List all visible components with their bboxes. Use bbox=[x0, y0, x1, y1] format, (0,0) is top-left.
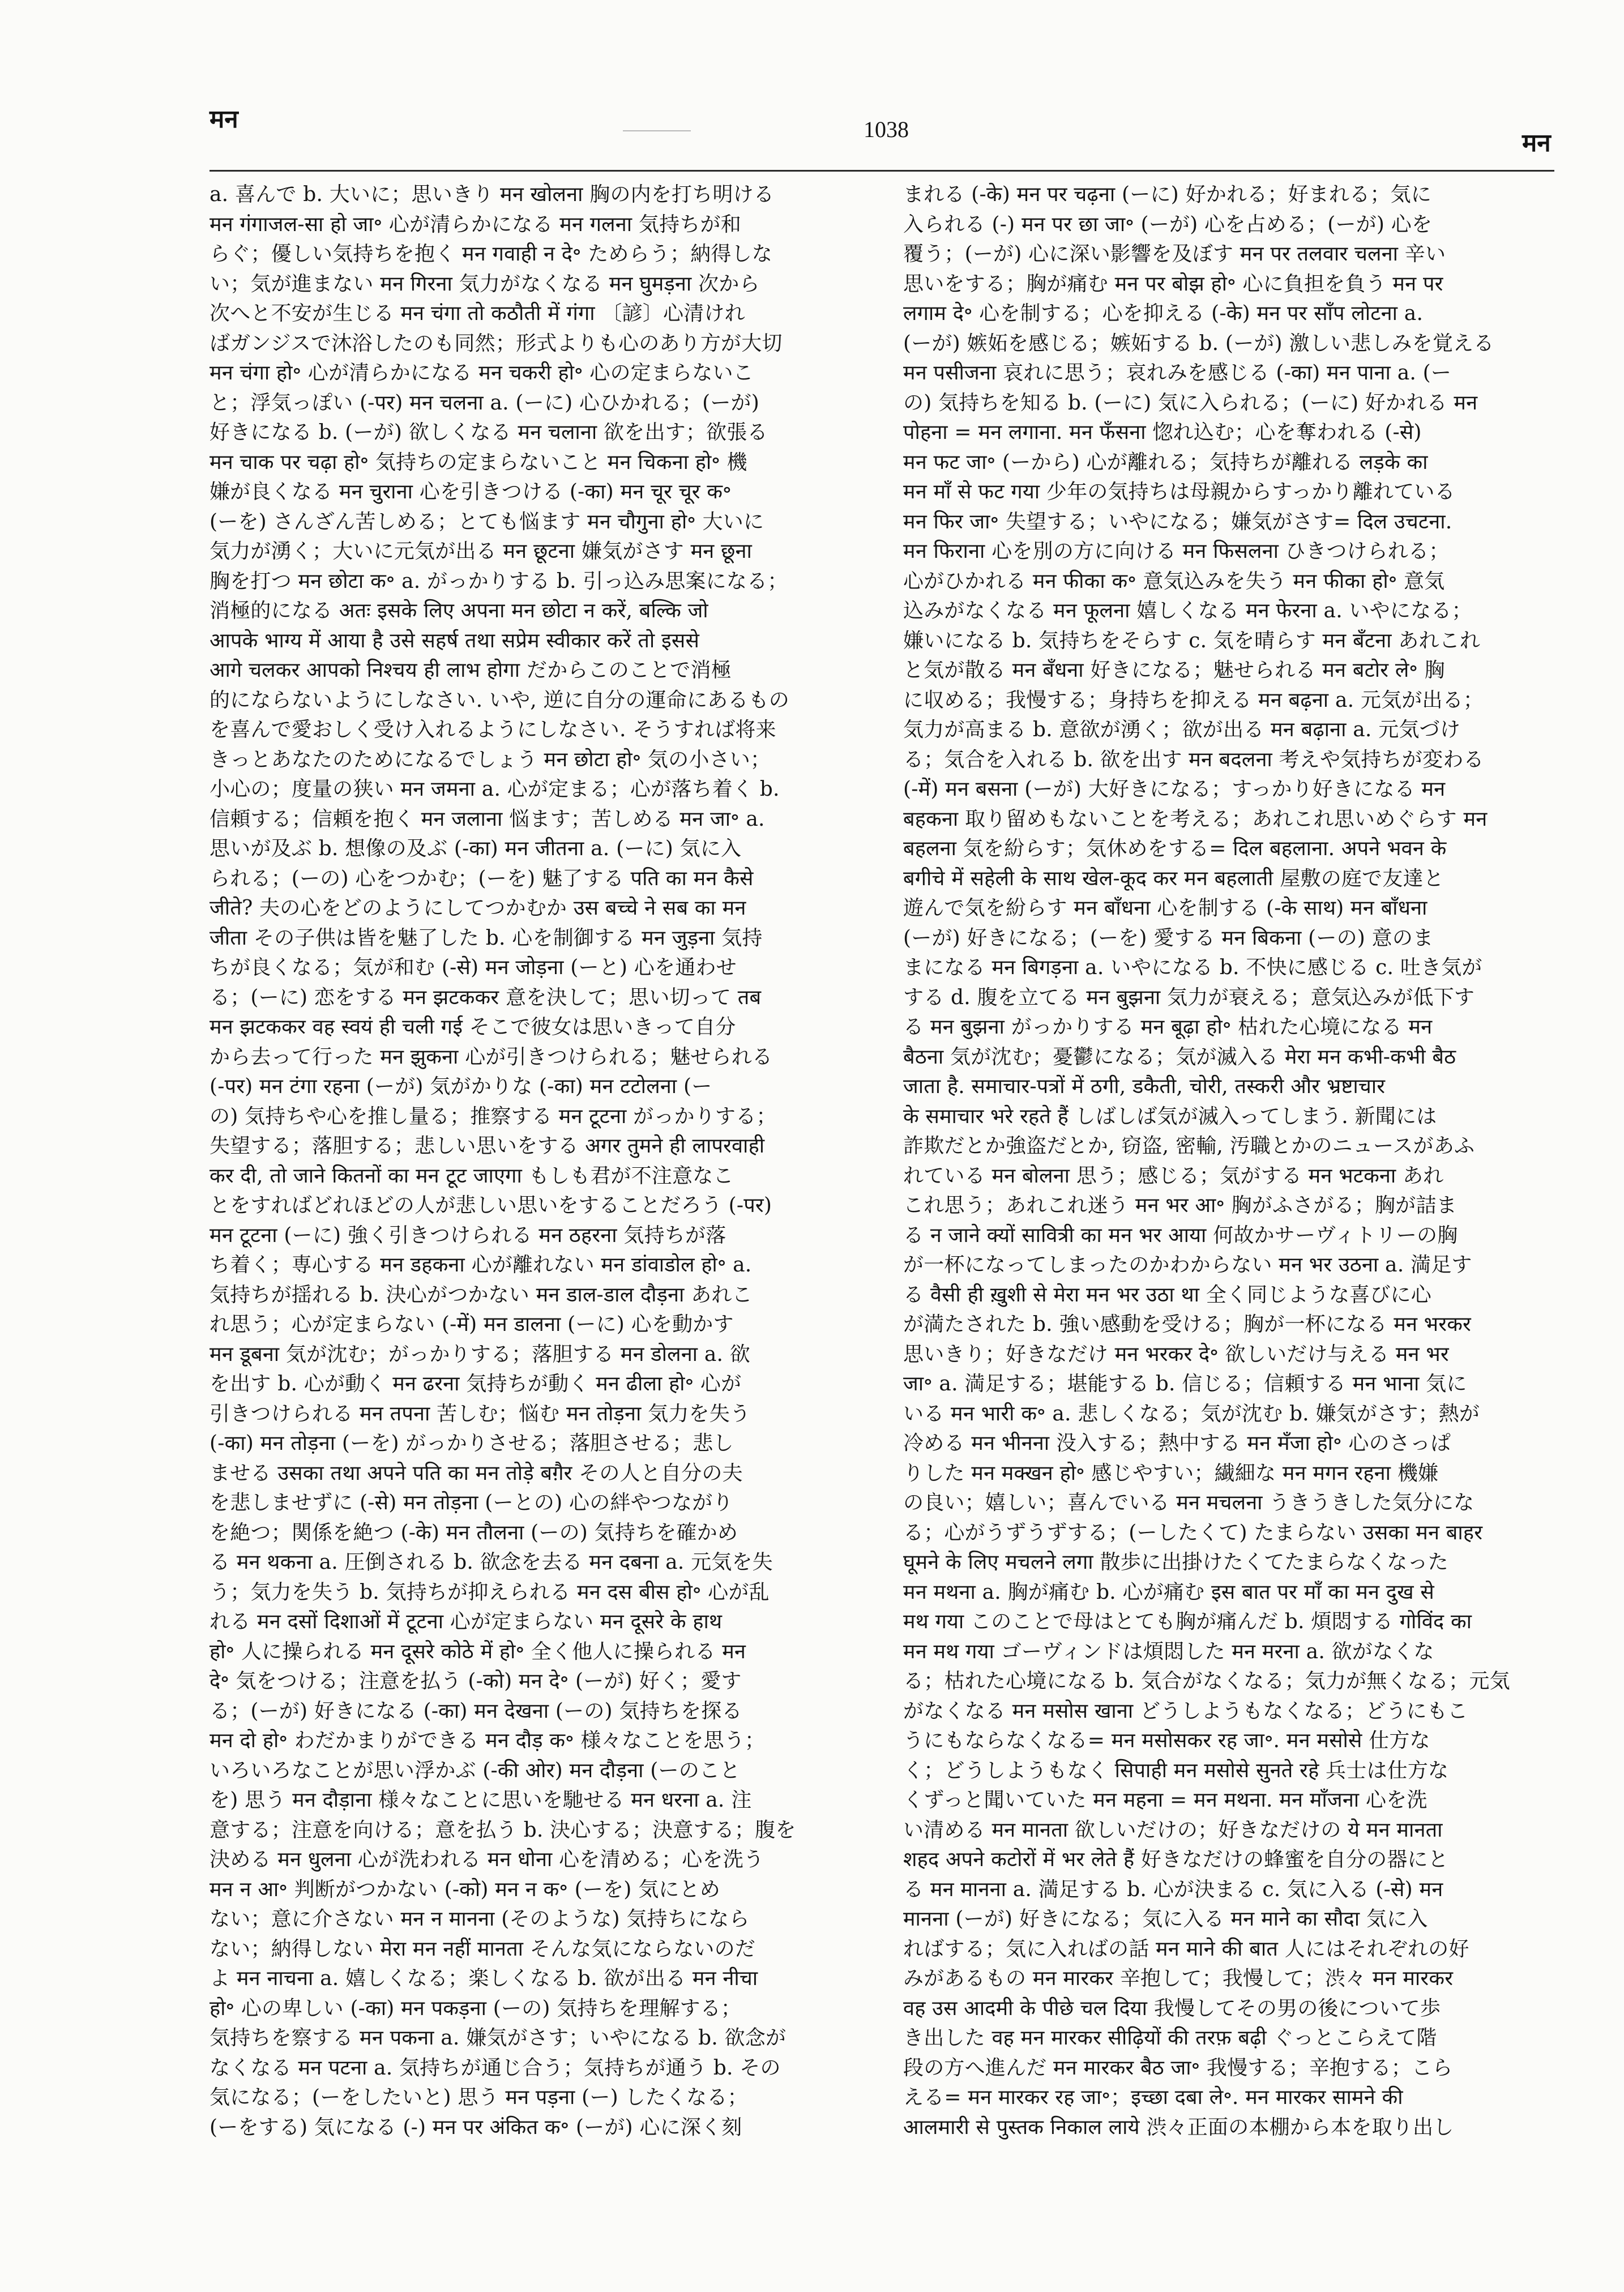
entry-line: れている मन बोलना 思う；感じる；気がする मन भटकना あれ bbox=[903, 1164, 1444, 1188]
entry-line: と気が散る मन बँधना 好きになる；魅せられる मन बटोर ले॰ 胸 bbox=[903, 659, 1445, 682]
entry-line: 思いが及ぶ b. 想像の及ぶ (-का) मन जीतना a. (ーに) 気に入 bbox=[210, 837, 742, 860]
entry-line: वह उस आदमी के पीछे चल दिया 我慢してその男の後について歩 bbox=[903, 1996, 1441, 2020]
entry-line: まになる मन बिगड़ना a. いやになる b. 不快に感じる c. 吐き気が bbox=[903, 956, 1482, 979]
entry-line: いろいろなことが思い浮かぶ (-की ओर) मन दौड़ना (ーのこと bbox=[210, 1759, 741, 1782]
entry-line: मन गंगाजल-सा हो जा॰ 心が清らかになる मन गलना 気持ちが和 bbox=[210, 212, 741, 236]
entry-line: 好きになる b. (ーが) 欲しくなる मन चलाना 欲を出す；欲張る bbox=[210, 421, 768, 444]
entry-line: पोहना = मन लगाना. मन फँसना 惚れ込む；心を奪われる (-से) bbox=[903, 421, 1422, 444]
entry-line: (ーを) さんざん苦しめる；とても悩ます मन चौगुना हो॰ 大いに bbox=[210, 510, 764, 533]
entry-line: いる मन भारी क॰ a. 悲しくなる；気が沈む b. 嫌気がさす；熱が bbox=[903, 1402, 1480, 1425]
entry-line: हो॰ 人に操られる मन दूसरे कोठे में हो॰ 全く他人に操られる मन bbox=[210, 1640, 746, 1663]
entry-line: जीता その子供は皆を魅了した b. 心を制御する मन जुड़ना 気持 bbox=[210, 926, 763, 950]
entry-line: る；枯れた心境になる b. 気合がなくなる；気力が無くなる；元気 bbox=[903, 1670, 1510, 1693]
entry-line: मन फिर जा॰ 失望する；いやになる；嫌気がさす= दिल उचटना. bbox=[903, 510, 1452, 533]
entry-line: 嫌が良くなる मन चुराना 心を引きつける (-का) मन चूर चूर क॰ bbox=[210, 480, 732, 503]
entry-line: 気になる；(ーをしたいと) 思う मन पड़ना (ー) したくなる； bbox=[210, 2086, 748, 2109]
entry-line: きっとあなたのためになるでしょう मन छोटा हो॰ 気の小さい； bbox=[210, 748, 771, 771]
running-head-right: मन bbox=[1522, 129, 1551, 157]
entry-line: とをすればどれほどの人が悲しい思いをすることだろう (-पर) bbox=[210, 1194, 772, 1217]
entry-line: (-का) मन तोड़ना (ーを) がっかりさせる；落胆させる；悲し bbox=[210, 1432, 734, 1455]
entry-line: 的にならないようにしなさい. いや, 逆に自分の運命にあるもの bbox=[210, 688, 789, 712]
entry-line: मन झटककर वह स्वयं ही चली गई そこで彼女は思いきって自分 bbox=[210, 1015, 736, 1039]
entry-line: बगीचे में सहेली के साथ खेल-कूद कर मन बहलाती 屋敷の庭で友達と bbox=[903, 867, 1444, 890]
entry-line: (ーをする) 気になる (-) मन पर अंकित क॰ (ーが) 心に深く刻 bbox=[210, 2115, 742, 2139]
entry-line: बहलना 気を紛らす；気休めをする= दिल बहलाना. अपने भवन के bbox=[903, 837, 1447, 860]
entry-line: 心がひかれる मन फीका क॰ 意気込みを失う मन फीका हो॰ 意気 bbox=[903, 569, 1445, 593]
entry-line: う；気力を失う b. 気持ちが抑えられる मन दस बीस हो॰ 心が乱 bbox=[210, 1580, 770, 1604]
entry-line: ない；意に介さない मन न मानना (そのような) 気持ちになら bbox=[210, 1907, 750, 1931]
entry-line: を悲しませずに (-से) मन तोड़ना (ーとの) 心の絆やつながり bbox=[210, 1491, 733, 1514]
entry-line: ればする；気に入ればの話 मन माने की बात 人にはそれぞれの好 bbox=[903, 1937, 1469, 1961]
entry-line: मन न आ॰ 判断がつかない (-को) मन न क॰ (ーを) 気にとめ bbox=[210, 1877, 720, 1901]
entry-line: の良い；嬉しい；喜んでいる मन मचलना うきうきした気分にな bbox=[903, 1491, 1475, 1514]
entry-line: जाता है. समाचार-पत्रों में ठगी, डकैती, चोरी, तस्करी और भ्रष्टाचार bbox=[903, 1075, 1386, 1098]
page-number: 1038 bbox=[864, 117, 909, 142]
entry-line: 意する；注意を向ける；意を払う b. 決心する；決意する；腹を bbox=[210, 1818, 796, 1842]
entry-line: जीते? 夫の心をどのようにしてつかむか उस बच्चे ने सब का मन bbox=[210, 897, 746, 920]
entry-line: के समाचार भरे रहते हैं しばしば気が滅入ってしまう. 新聞には bbox=[903, 1104, 1437, 1128]
entry-line: の) 気持ちや心を推し量る；推察する मन टूटना がっかりする； bbox=[210, 1104, 777, 1128]
entry-line: 小心の；度量の狭い मन जमना a. 心が定まる；心が落ち着く b. bbox=[210, 778, 780, 801]
entry-line: 失望する；落胆する；悲しい思いをする अगर तुमने ही लापरवाही bbox=[210, 1134, 765, 1158]
entry-line: まれる (-के) मन पर चढ़ना (ーに) 好かれる；好まれる；気に bbox=[903, 183, 1431, 206]
entry-line: くずっと聞いていた मन महना = मन मथना. मन माँजना 心を洗 bbox=[903, 1789, 1428, 1812]
entry-line: मन फट जा॰ (ーから) 心が離れる；気持ちが離れる लड़के का bbox=[903, 450, 1428, 474]
entry-line: आलमारी से पुस्तक निकाल लाये 渋々正面の本棚から本を取り出し bbox=[903, 2115, 1454, 2139]
entry-line: आगे चलकर आपको निश्चय ही लाभ होगा だからこのことで消極 bbox=[210, 659, 732, 682]
entry-line: मन टूटना (ーに) 強く引きつけられる मन ठहरना 気持ちが落 bbox=[210, 1223, 726, 1247]
entry-line: (ーが) 好きになる；(ーを) 愛する मन बिकना (ーの) 意のま bbox=[903, 926, 1434, 950]
entry-line: く；どうしようもなく सिपाही मन मसोसे सुनते रहे 兵士は仕方な bbox=[903, 1759, 1449, 1782]
entry-line: ない；納得しない मेरा मन नहीं मानता そんな気にならないのだ bbox=[210, 1937, 755, 1961]
entry-line: 思いきり；好きなだけ मन भरकर दे॰ 欲しいだけ与える मन भर bbox=[903, 1342, 1449, 1366]
entry-line: मथ गया このことで母はとても胸が痛んだ b. 煩悶する गोविंद का bbox=[903, 1610, 1472, 1633]
entry-line: と；浮気っぽい (-पर) मन चलना a. (ーに) 心ひかれる；(ーが) bbox=[210, 391, 760, 415]
entry-line: मन मथना a. 胸が痛む b. 心が痛む इस बात पर माँ का मन दुख से bbox=[903, 1580, 1434, 1604]
entry-line: られる；(ーの) 心をつかむ；(ーを) 魅了する पति का मन कैसे bbox=[210, 867, 754, 890]
entry-line: なくなる मन पटना a. 気持ちが通じ合う；気持ちが通う b. その bbox=[210, 2056, 781, 2080]
entry-line: りした मन मक्खन हो॰ 感じやすい；繊細な मन मगन रहना 機嫌 bbox=[903, 1461, 1439, 1485]
entry-line: ませる उसका तथा अपने पति का मन तोड़े बग़ैर その人と自分の夫 bbox=[210, 1461, 743, 1485]
entry-line: कर दी, तो जाने कितनों का मन टूट जाएगा もしも君が不注意なこ bbox=[210, 1164, 734, 1188]
entry-line: 決める मन धुलना 心が洗われる मन धोना 心を清める；心を洗う bbox=[210, 1848, 764, 1871]
entry-line: える= मन मारकर रह जा॰；इच्छा दबा ले॰. मन मारकर सामने की bbox=[903, 2086, 1403, 2109]
entry-line: る मन मानना a. 満足する b. 心が決まる c. 気に入る (-से) मन bbox=[903, 1877, 1443, 1901]
entry-line: うにもならなくなる= मन मसोसकर रह जा॰. मन मसोसे 仕方な bbox=[903, 1729, 1430, 1752]
entry-line: बैठना 気が沈む；憂鬱になる；気が滅入る मेरा मन कभी-कभी बैठ bbox=[903, 1045, 1456, 1069]
entry-line: (ーが) 嫉妬を感じる；嫉妬する b. (ーが) 激しい悲しみを覚える bbox=[903, 331, 1494, 355]
entry-line: 嫌いになる b. 気持ちをそらす c. 気を晴らす मन बँटना あれこれ bbox=[903, 629, 1481, 652]
entry-line: る；気合を入れる b. 欲を出す मन बदलना 考えや気持ちが変わる bbox=[903, 748, 1484, 771]
entry-line: する d. 腹を立てる मन बुझना 気力が衰える；意気込みが低下す bbox=[903, 985, 1475, 1009]
entry-line: これ思う；あれこれ迷う मन भर आ॰ 胸がふさがる；胸が詰ま bbox=[903, 1194, 1457, 1217]
entry-line: 次へと不安が生じる मन चंगा तो कठौती में गंगा 〔諺〕心清けれ bbox=[210, 302, 745, 325]
entry-line: आपके भाग्य में आया है उसे सहर्ष तथा सप्रेम स्वीकार करें तो इससे bbox=[210, 629, 700, 652]
entry-line: मन फिराना 心を別の方に向ける मन फिसलना ひきつけられる； bbox=[903, 540, 1450, 563]
entry-line: 段の方へ進んだ मन मारकर बैठ जा॰ 我慢する；辛抱する；こら bbox=[903, 2056, 1453, 2080]
entry-line: を出す b. 心が動く मन ढरना 気持ちが動く मन ढीला हो॰ 心が bbox=[210, 1372, 742, 1395]
entry-line: ち着く；専心する मन डहकना 心が離れない मन डांवाडोल हो॰ a. bbox=[210, 1253, 752, 1277]
entry-line: る न जाने क्यों सावित्री का मन भर आया 何故かサーヴィトリーの胸 bbox=[903, 1223, 1458, 1247]
entry-line: る मन बुझना がっかりする मन बूढ़ा हो॰ 枯れた心境になる मन bbox=[903, 1015, 1433, 1039]
entry-line: a. 喜んで b. 大いに；思いきり मन खोलना 胸の内を打ち明ける bbox=[210, 183, 775, 206]
entry-line: 胸を打つ मन छोटा क॰ a. がっかりする b. 引っ込み思案になる； bbox=[210, 569, 788, 593]
entry-line: मन मथ गया ゴーヴィンドは煩悶した मन मरना a. 欲がなくな bbox=[903, 1640, 1434, 1663]
entry-line: मन दो हो॰ わだかまりができる मन दौड़ क॰ 様々なことを思う； bbox=[210, 1729, 766, 1752]
entry-line: が一杯になってしまったのかわからない मन भर उठना a. 満足す bbox=[903, 1253, 1472, 1277]
entry-line: दे॰ 気をつける；注意を払う (-को) मन दे॰ (ーが) 好く；愛す bbox=[210, 1670, 742, 1693]
entry-line: 覆う；(ーが) 心に深い影響を及ぼす मन पर तलवार चलना 辛い bbox=[903, 242, 1446, 266]
running-head-left: मन bbox=[210, 105, 238, 134]
entry-line: れ思う；心が定まらない (-में) मन डालना (ーに) 心を動かす bbox=[210, 1313, 734, 1336]
entry-line: 気持ちを察する मन पकना a. 嫌気がさす；いやになる b. 欲念が bbox=[210, 2026, 787, 2050]
entry-line: मन चंगा हो॰ 心が清らかになる मन चकरी हो॰ 心の定まらないこ bbox=[210, 361, 754, 385]
entry-line: ばガンジスで沐浴したのも同然；形式よりも心のあり方が大切 bbox=[210, 331, 783, 355]
entry-line: 引きつけられる मन तपना 苦しむ；悩む मन तोड़ना 気力を失う bbox=[210, 1402, 751, 1425]
entry-line: शहद अपने कटोरों में भर लेते हैं 好きなだけの蜂蜜を自分の器にと bbox=[903, 1848, 1448, 1871]
entry-line: बहकना 取り留めもないことを考える；あれこれ思いめぐらす मन bbox=[903, 807, 1488, 831]
entry-line: る वैसी ही ख़ुशी से मेरा मन भर उठा था 全く同じような喜びに心 bbox=[903, 1283, 1431, 1307]
entry-line: 気持ちが揺れる b. 決心がつかない मन डाल-डाल दौड़ना あれこ bbox=[210, 1283, 753, 1307]
entry-line: から去って行った मन झुकना 心が引きつけられる；魅せられる bbox=[210, 1045, 773, 1069]
entry-line: き出した वह मन मारकर सीढ़ियों की तरफ़ बढ़ी ぐっとこらえて階 bbox=[903, 2026, 1437, 2050]
entry-line: जा॰ a. 満足する；堪能する b. 信じる；信頼する मन भाना 気に bbox=[903, 1372, 1467, 1395]
entry-line: घूमने के लिए मचलने लगा 散歩に出掛けたくてたまらなくなった bbox=[903, 1551, 1448, 1574]
entry-line: を喜んで愛おしく受け入れるようにしなさい. そうすれば将来 bbox=[210, 718, 776, 741]
entry-line: (-में) मन बसना (ーが) 大好きになる；すっかり好きになる मन bbox=[903, 778, 1446, 801]
entry-line: मन डूबना 気が沈む；がっかりする；落胆する मन डोलना a. 欲 bbox=[210, 1342, 750, 1366]
left-column bbox=[210, 180, 881, 2253]
entry-line: に収める；我慢する；身持ちを抑える मन बढ़ना a. 元気が出る； bbox=[903, 688, 1484, 712]
entry-line: を絶つ；関係を絶つ (-के) मन तौलना (ーの) 気持ちを確かめ bbox=[210, 1521, 738, 1544]
entry-line: る मन थकना a. 圧倒される b. 欲念を去る मन दबना a. 元気を失 bbox=[210, 1551, 773, 1574]
entry-line: る；心がうずうずする；(ーしたくて) たまらない उसका मन बाहर bbox=[903, 1521, 1483, 1544]
entry-line: 詐欺だとか強盗だとか, 窃盗, 密輸, 汚職とかのニュースがあふ bbox=[903, 1134, 1475, 1158]
entry-line: ちが良くなる；気が和む (-से) मन जोड़ना (ーと) 心を通わせ bbox=[210, 956, 737, 979]
entry-line: हो॰ 心の卑しい (-का) मन पकड़ना (ーの) 気持ちを理解する； bbox=[210, 1996, 742, 2020]
entry-line: 気力が高まる b. 意欲が湧く；欲が出る मन बढ़ाना a. 元気づけ bbox=[903, 718, 1461, 741]
entry-line: 入られる (-) मन पर छा जा॰ (ーが) 心を占める；(ーが) 心を bbox=[903, 212, 1433, 236]
scan-artifact bbox=[623, 130, 691, 131]
entry-line: る；(ーが) 好きになる (-का) मन देखना (ーの) 気持ちを探る bbox=[210, 1699, 742, 1723]
entry-line: 思いをする；胸が痛む मन पर बोझ हो॰ 心に負担を負う मन पर bbox=[903, 272, 1443, 296]
entry-line: 信頼する；信頼を抱く मन जलाना 悩ます；苦しめる मन जा॰ a. bbox=[210, 807, 765, 831]
entry-line: (-पर) मन टंगा रहना (ーが) 気がかりな (-का) मन टटोलना (ー bbox=[210, 1075, 712, 1098]
entry-line: がなくなる मन मसोस खाना どうしようもなくなる；どうにもこ bbox=[903, 1699, 1468, 1723]
entry-line: らぐ；優しい気持ちを抱く मन गवाही न दे॰ ためらう；納得しな bbox=[210, 242, 773, 266]
entry-line: 消極的になる अतः इसके लिए अपना मन छोटा न करें, बल्कि जो bbox=[210, 599, 708, 622]
entry-line: मन माँ से फट गया 少年の気持ちは母親からすっかり離れている bbox=[903, 480, 1455, 503]
entry-line: 冷める मन भीनना 没入する；熱中する मन मँजा हो॰ 心のさっぱ bbox=[903, 1432, 1451, 1455]
entry-line: 遊んで気を紛らす मन बाँधना 心を制する (-के साथ) मन बाँधना bbox=[903, 897, 1428, 920]
entry-line: い；気が進まない मन गिरना 気力がなくなる मन घुमड़ना 次から bbox=[210, 272, 760, 296]
entry-line: る；(ーに) 恋をする मन झटककर 意を決して；思い切って तब bbox=[210, 985, 762, 1009]
entry-line: の) 気持ちを知る b. (ーに) 気に入られる；(ーに) 好かれる मन bbox=[903, 391, 1478, 415]
entry-line: लगाम दे॰ 心を制する；心を抑える (-के) मन पर साँप लोटना a. bbox=[903, 302, 1424, 325]
right-column bbox=[903, 180, 1574, 2253]
entry-line: 込みがなくなる मन फूलना 嬉しくなる मन फेरना a. いやになる； bbox=[903, 599, 1472, 622]
entry-line: みがあるもの मन मारकर 辛抱して；我慢して；渋々 मन मारकर bbox=[903, 1967, 1454, 1990]
entry-line: い清める मन मानता 欲しいだけの；好きなだけの ये मन मानता bbox=[903, 1818, 1443, 1842]
entry-line: मन चाक पर चढ़ा हो॰ 気持ちの定まらないこと मन चिकना हो॰ 機 bbox=[210, 450, 747, 474]
header-rule bbox=[210, 170, 1554, 172]
entry-line: मन पसीजना 哀れに思う；哀れみを感じる (-का) मन पाना a. (ー bbox=[903, 361, 1452, 385]
entry-line: を) 思う मन दौड़ाना 様々なことに思いを馳せる मन धरना a. 注 bbox=[210, 1789, 752, 1812]
entry-line: れる मन दसों दिशाओं में टूटना 心が定まらない मन दूसरे के हाथ bbox=[210, 1610, 723, 1633]
entry-line: よ मन नाचना a. 嬉しくなる；楽しくなる b. 欲が出る मन नीचा bbox=[210, 1967, 758, 1990]
entry-line: मानना (ーが) 好きになる；気に入る मन माने का सौदा 気に入 bbox=[903, 1907, 1428, 1931]
entry-line: 気力が湧く；大いに元気が出る मन छूटना 嫌気がさす मन छूना bbox=[210, 540, 753, 563]
entry-line: が満たされた b. 強い感動を受ける；胸が一杯になる मन भरकर bbox=[903, 1313, 1471, 1336]
